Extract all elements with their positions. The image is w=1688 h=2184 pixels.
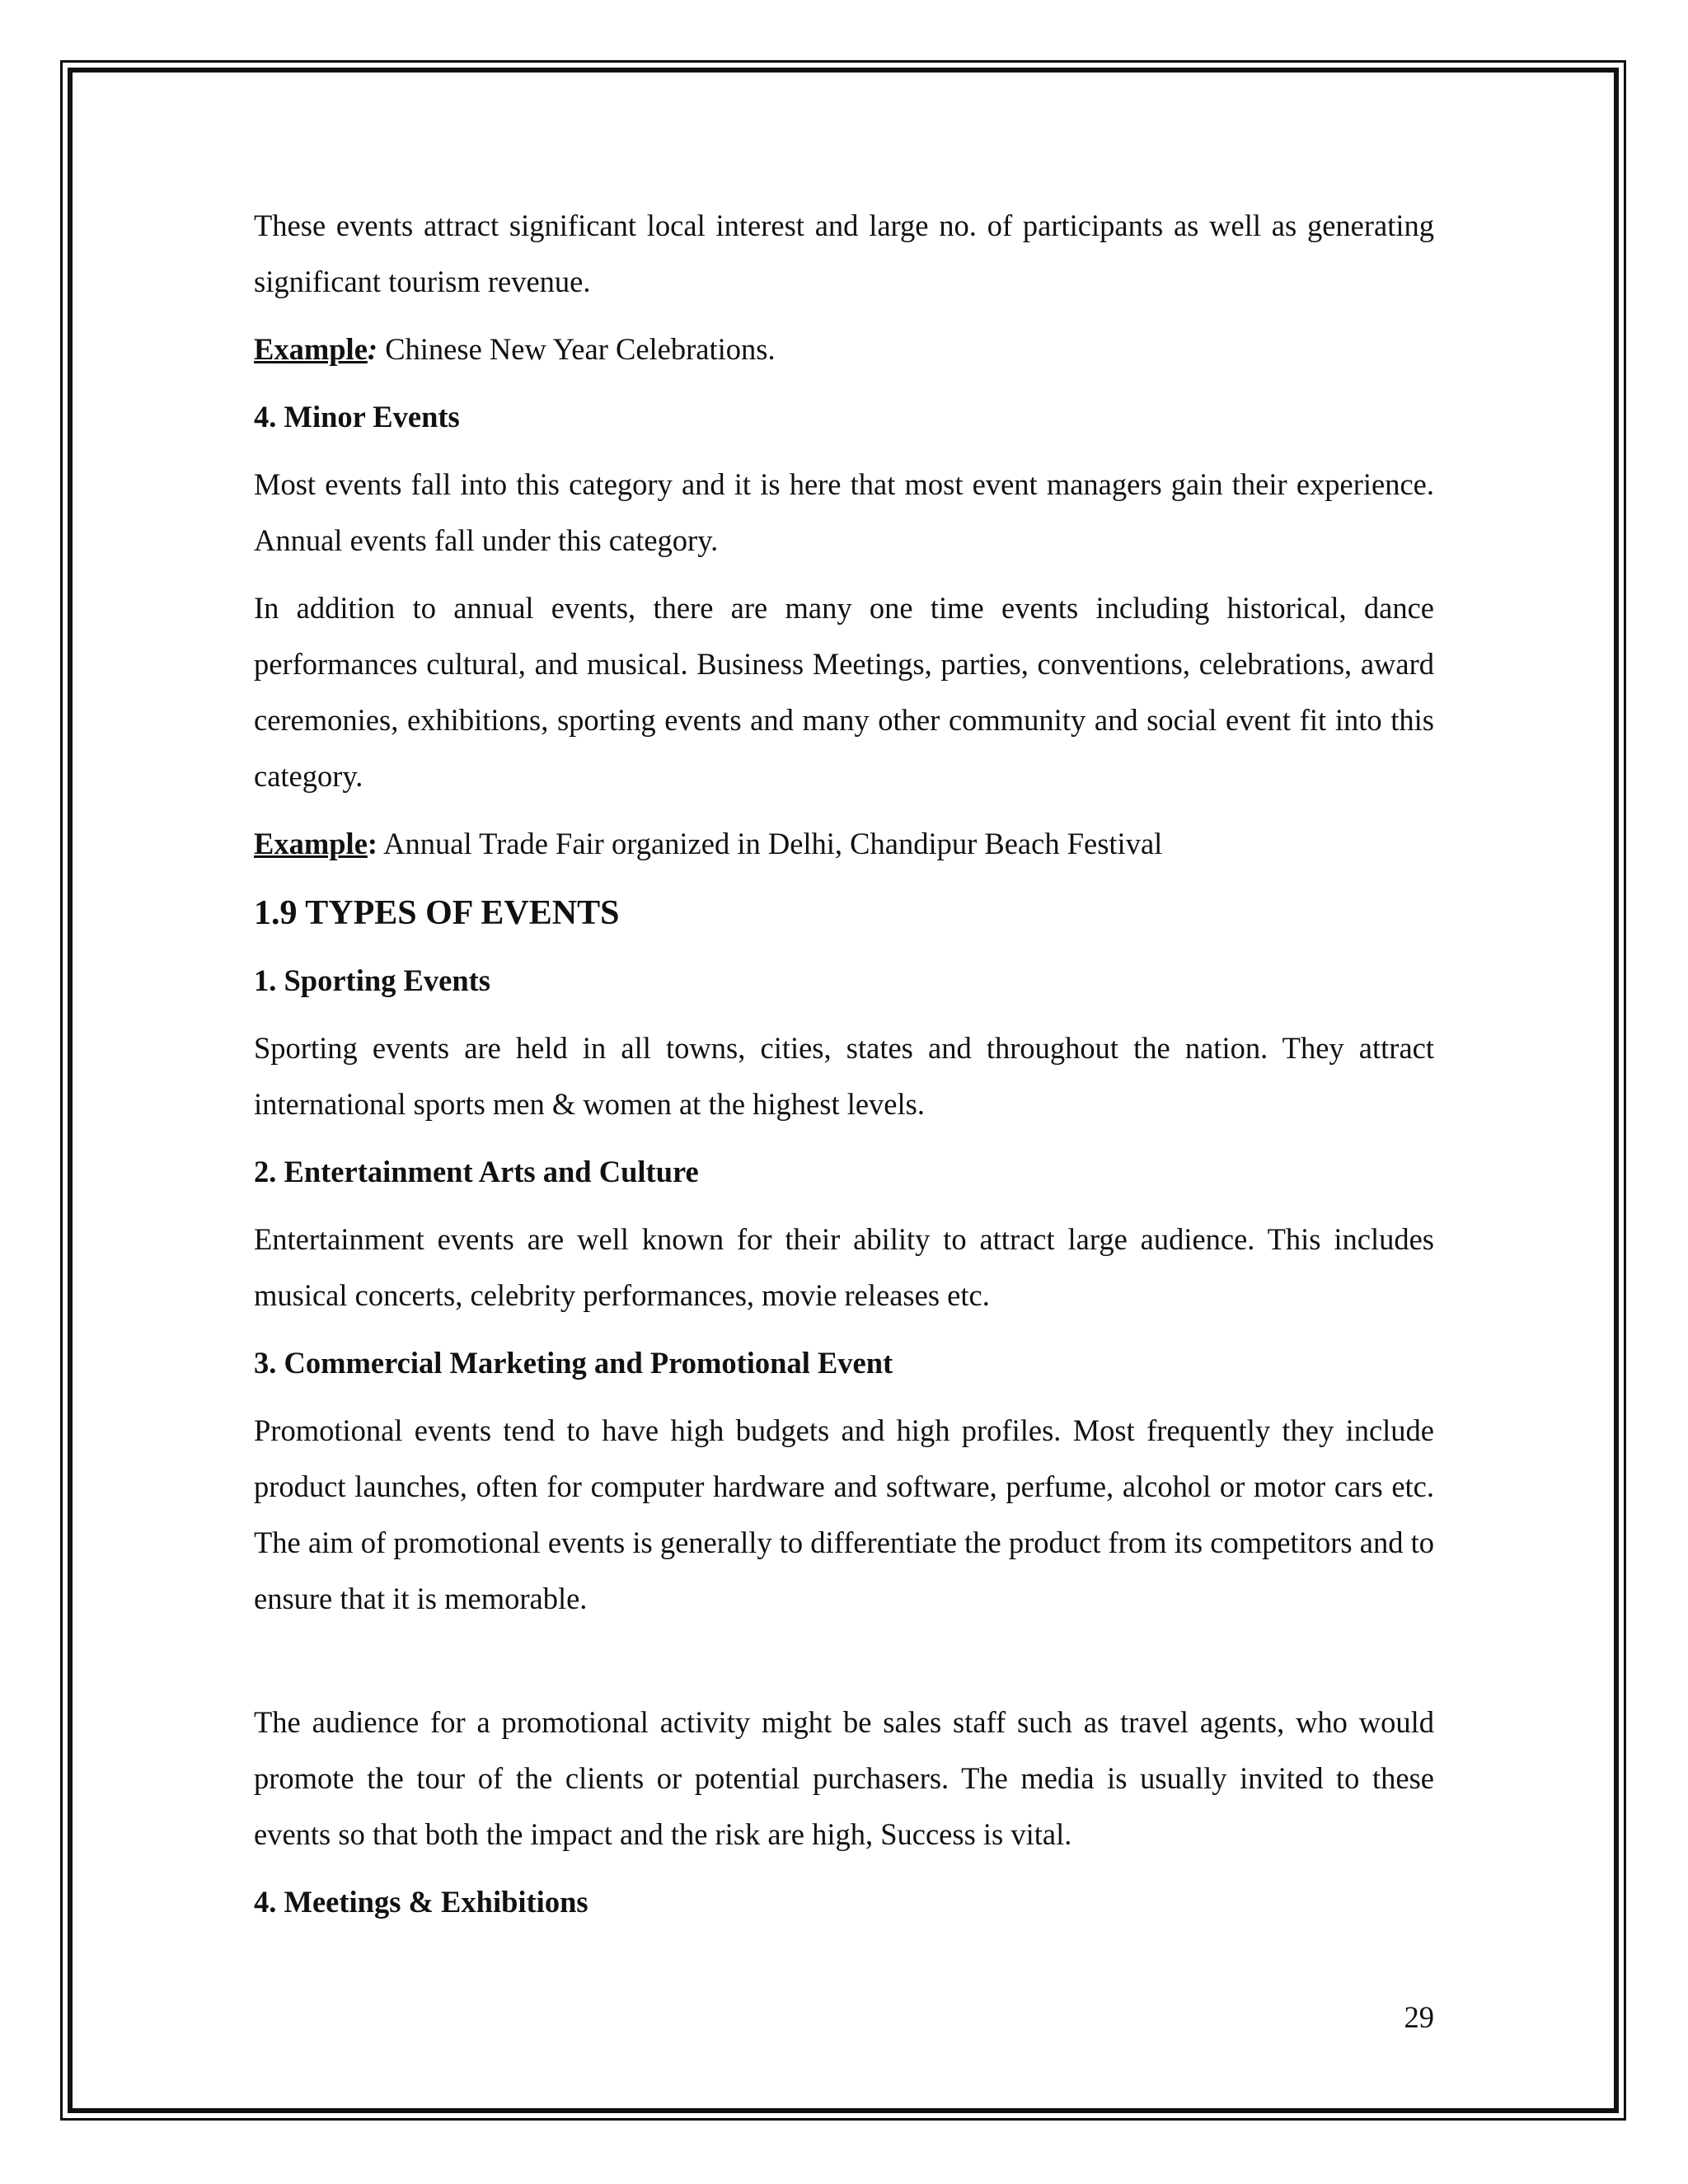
example-text: Annual Trade Fair organized in Delhi, Chandipur Beach Festival	[377, 827, 1163, 860]
heading-meetings-exhibitions: 4. Meetings & Exhibitions	[254, 1885, 588, 1919]
paragraph-tourism-revenue: These events attract significant local interest and large no. of participants as well as generating significant tourism revenue.	[254, 209, 1434, 298]
example-colon: :	[367, 332, 378, 366]
heading-sporting-events: 1. Sporting Events	[254, 963, 490, 997]
paragraph-minor-events: Most events fall into this category and it is here that most event managers gain their experience. Annual events fall under this category.	[254, 467, 1434, 557]
heading-entertainment: 2. Entertainment Arts and Culture	[254, 1155, 699, 1188]
paragraph-sporting-events: Sporting events are held in all towns, cities, states and throughout the nation. They attract international sports men & women at the highest levels.	[254, 1031, 1434, 1121]
blank-spacer	[254, 1638, 1434, 1694]
page-number: 29	[1404, 2000, 1434, 2034]
section-title-types-of-events: 1.9 TYPES OF EVENTS	[254, 894, 620, 932]
paragraph-entertainment: Entertainment events are well known for their ability to attract large audience. This includes musical concerts, celebrity performances, movie releases etc.	[254, 1222, 1434, 1312]
example-text: Chinese New Year Celebrations.	[377, 332, 776, 366]
example-chinese-new-year	[254, 321, 1434, 377]
page-content	[254, 198, 1434, 1942]
example-trade-fair	[254, 816, 1434, 872]
paragraph-promotional-audience: The audience for a promotional activity might be sales staff such as travel agents, who would promote the tour of the clients or potential purchasers. The media is usually invited to these events so that both the impact and the risk are high, Success is vital.	[254, 1705, 1434, 1851]
paragraph-promotional-events: Promotional events tend to have high budgets and high profiles. Most frequently they include product launches, often for computer hardware and software, perfume, alcohol or motor cars etc. The aim of promotional events is generally to differentiate the product from its competitors and to ensure that it is memorable.	[254, 1413, 1434, 1615]
example-label: Example	[254, 827, 368, 860]
heading-commercial-marketing: 3. Commercial Marketing and Promotional Event	[254, 1346, 893, 1380]
example-label: Example	[254, 332, 368, 366]
heading-minor-events: 4. Minor Events	[254, 400, 460, 434]
example-colon: :	[367, 827, 378, 860]
paragraph-one-time-events: In addition to annual events, there are many one time events including historical, dance performances cultural, and musical. Business Meetings, parties, conventions, celebrations, award ceremonies, exhibitions, sporting events and many other community and social event fit into this category.	[254, 591, 1434, 793]
